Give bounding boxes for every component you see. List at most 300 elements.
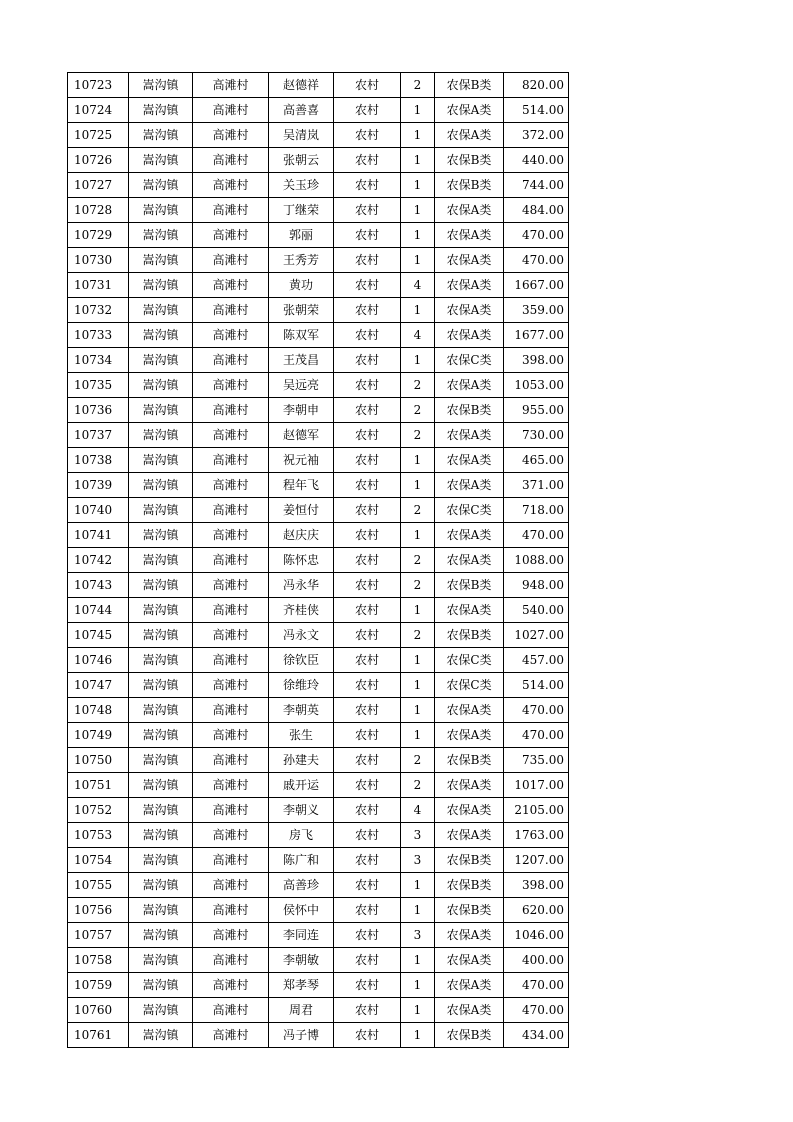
count-cell: 4	[401, 323, 435, 348]
seq-cell: 10744	[68, 598, 129, 623]
area-cell: 农村	[334, 923, 401, 948]
table-row	[68, 923, 569, 948]
town-cell: 嵩沟镇	[129, 123, 193, 148]
category-cell: 农保A类	[435, 323, 504, 348]
town-cell: 嵩沟镇	[129, 848, 193, 873]
seq-cell: 10729	[68, 223, 129, 248]
village-cell: 高滩村	[193, 98, 269, 123]
count-cell: 1	[401, 198, 435, 223]
village-cell: 高滩村	[193, 823, 269, 848]
amount-cell: 398.00	[504, 873, 569, 898]
village-cell: 高滩村	[193, 173, 269, 198]
table-row	[68, 948, 569, 973]
seq-cell: 10756	[68, 898, 129, 923]
table-row	[68, 723, 569, 748]
seq-cell: 10727	[68, 173, 129, 198]
seq-cell: 10750	[68, 748, 129, 773]
area-cell: 农村	[334, 498, 401, 523]
amount-cell: 470.00	[504, 698, 569, 723]
category-cell: 农保A类	[435, 973, 504, 998]
name-cell: 祝元袖	[269, 448, 334, 473]
name-cell: 徐钦臣	[269, 648, 334, 673]
name-cell: 戚开运	[269, 773, 334, 798]
village-cell: 高滩村	[193, 248, 269, 273]
table-row	[68, 148, 569, 173]
amount-cell: 1017.00	[504, 773, 569, 798]
table-row	[68, 873, 569, 898]
amount-cell: 744.00	[504, 173, 569, 198]
area-cell: 农村	[334, 748, 401, 773]
village-cell: 高滩村	[193, 848, 269, 873]
town-cell: 嵩沟镇	[129, 1023, 193, 1048]
name-cell: 关玉珍	[269, 173, 334, 198]
category-cell: 农保A类	[435, 548, 504, 573]
table-row	[68, 273, 569, 298]
amount-cell: 1763.00	[504, 823, 569, 848]
category-cell: 农保B类	[435, 1023, 504, 1048]
area-cell: 农村	[334, 98, 401, 123]
village-cell: 高滩村	[193, 423, 269, 448]
seq-cell: 10754	[68, 848, 129, 873]
table-row	[68, 223, 569, 248]
village-cell: 高滩村	[193, 873, 269, 898]
name-cell: 吴清岚	[269, 123, 334, 148]
name-cell: 李同连	[269, 923, 334, 948]
area-cell: 农村	[334, 548, 401, 573]
category-cell: 农保A类	[435, 773, 504, 798]
amount-cell: 955.00	[504, 398, 569, 423]
name-cell: 赵庆庆	[269, 523, 334, 548]
category-cell: 农保A类	[435, 423, 504, 448]
seq-cell: 10757	[68, 923, 129, 948]
category-cell: 农保A类	[435, 248, 504, 273]
amount-cell: 434.00	[504, 1023, 569, 1048]
amount-cell: 470.00	[504, 998, 569, 1023]
name-cell: 李朝申	[269, 398, 334, 423]
name-cell: 王秀芳	[269, 248, 334, 273]
area-cell: 农村	[334, 398, 401, 423]
village-cell: 高滩村	[193, 123, 269, 148]
village-cell: 高滩村	[193, 473, 269, 498]
town-cell: 嵩沟镇	[129, 423, 193, 448]
count-cell: 1	[401, 998, 435, 1023]
amount-cell: 359.00	[504, 298, 569, 323]
seq-cell: 10728	[68, 198, 129, 223]
name-cell: 高善珍	[269, 873, 334, 898]
town-cell: 嵩沟镇	[129, 748, 193, 773]
village-cell: 高滩村	[193, 598, 269, 623]
category-cell: 农保C类	[435, 348, 504, 373]
category-cell: 农保A类	[435, 373, 504, 398]
category-cell: 农保B类	[435, 173, 504, 198]
area-cell: 农村	[334, 848, 401, 873]
table-row	[68, 423, 569, 448]
category-cell: 农保A类	[435, 98, 504, 123]
seq-cell: 10753	[68, 823, 129, 848]
amount-cell: 372.00	[504, 123, 569, 148]
amount-cell: 540.00	[504, 598, 569, 623]
category-cell: 农保A类	[435, 473, 504, 498]
count-cell: 1	[401, 523, 435, 548]
count-cell: 1	[401, 1023, 435, 1048]
area-cell: 农村	[334, 423, 401, 448]
table-row	[68, 123, 569, 148]
area-cell: 农村	[334, 223, 401, 248]
table-row	[68, 648, 569, 673]
table-row	[68, 823, 569, 848]
table-row	[68, 973, 569, 998]
village-cell: 高滩村	[193, 323, 269, 348]
count-cell: 3	[401, 923, 435, 948]
village-cell: 高滩村	[193, 298, 269, 323]
seq-cell: 10740	[68, 498, 129, 523]
amount-cell: 2105.00	[504, 798, 569, 823]
table-row	[68, 98, 569, 123]
count-cell: 1	[401, 873, 435, 898]
table-row	[68, 323, 569, 348]
name-cell: 陈双军	[269, 323, 334, 348]
area-cell: 农村	[334, 998, 401, 1023]
name-cell: 徐维玲	[269, 673, 334, 698]
seq-cell: 10742	[68, 548, 129, 573]
category-cell: 农保C类	[435, 648, 504, 673]
town-cell: 嵩沟镇	[129, 198, 193, 223]
area-cell: 农村	[334, 798, 401, 823]
name-cell: 李朝英	[269, 698, 334, 723]
area-cell: 农村	[334, 673, 401, 698]
amount-cell: 1053.00	[504, 373, 569, 398]
table-row	[68, 348, 569, 373]
town-cell: 嵩沟镇	[129, 598, 193, 623]
town-cell: 嵩沟镇	[129, 323, 193, 348]
name-cell: 冯子博	[269, 1023, 334, 1048]
seq-cell: 10725	[68, 123, 129, 148]
seq-cell: 10726	[68, 148, 129, 173]
area-cell: 农村	[334, 273, 401, 298]
village-cell: 高滩村	[193, 898, 269, 923]
table-row	[68, 298, 569, 323]
name-cell: 张生	[269, 723, 334, 748]
count-cell: 1	[401, 973, 435, 998]
category-cell: 农保C类	[435, 673, 504, 698]
village-cell: 高滩村	[193, 1023, 269, 1048]
village-cell: 高滩村	[193, 748, 269, 773]
village-cell: 高滩村	[193, 448, 269, 473]
table-row	[68, 673, 569, 698]
name-cell: 孙建夫	[269, 748, 334, 773]
town-cell: 嵩沟镇	[129, 948, 193, 973]
seq-cell: 10733	[68, 323, 129, 348]
area-cell: 农村	[334, 298, 401, 323]
count-cell: 1	[401, 298, 435, 323]
amount-cell: 470.00	[504, 523, 569, 548]
town-cell: 嵩沟镇	[129, 923, 193, 948]
seq-cell: 10736	[68, 398, 129, 423]
amount-cell: 470.00	[504, 248, 569, 273]
amount-cell: 820.00	[504, 73, 569, 98]
village-cell: 高滩村	[193, 548, 269, 573]
town-cell: 嵩沟镇	[129, 248, 193, 273]
amount-cell: 730.00	[504, 423, 569, 448]
area-cell: 农村	[334, 573, 401, 598]
village-cell: 高滩村	[193, 198, 269, 223]
category-cell: 农保A类	[435, 223, 504, 248]
count-cell: 1	[401, 473, 435, 498]
amount-cell: 1046.00	[504, 923, 569, 948]
table-row	[68, 448, 569, 473]
area-cell: 农村	[334, 873, 401, 898]
village-cell: 高滩村	[193, 948, 269, 973]
count-cell: 2	[401, 398, 435, 423]
name-cell: 齐桂侠	[269, 598, 334, 623]
village-cell: 高滩村	[193, 998, 269, 1023]
category-cell: 农保B类	[435, 748, 504, 773]
count-cell: 3	[401, 823, 435, 848]
town-cell: 嵩沟镇	[129, 773, 193, 798]
name-cell: 郑孝琴	[269, 973, 334, 998]
count-cell: 1	[401, 698, 435, 723]
table-row	[68, 1023, 569, 1048]
town-cell: 嵩沟镇	[129, 873, 193, 898]
town-cell: 嵩沟镇	[129, 898, 193, 923]
category-cell: 农保A类	[435, 923, 504, 948]
name-cell: 高善喜	[269, 98, 334, 123]
count-cell: 2	[401, 423, 435, 448]
area-cell: 农村	[334, 698, 401, 723]
count-cell: 2	[401, 773, 435, 798]
category-cell: 农保A类	[435, 798, 504, 823]
village-cell: 高滩村	[193, 773, 269, 798]
count-cell: 2	[401, 373, 435, 398]
seq-cell: 10724	[68, 98, 129, 123]
category-cell: 农保A类	[435, 298, 504, 323]
seq-cell: 10738	[68, 448, 129, 473]
village-cell: 高滩村	[193, 973, 269, 998]
amount-cell: 1027.00	[504, 623, 569, 648]
name-cell: 李朝义	[269, 798, 334, 823]
village-cell: 高滩村	[193, 273, 269, 298]
seq-cell: 10749	[68, 723, 129, 748]
area-cell: 农村	[334, 823, 401, 848]
table-row	[68, 573, 569, 598]
amount-cell: 514.00	[504, 673, 569, 698]
count-cell: 1	[401, 173, 435, 198]
table-row	[68, 498, 569, 523]
town-cell: 嵩沟镇	[129, 823, 193, 848]
town-cell: 嵩沟镇	[129, 148, 193, 173]
category-cell: 农保B类	[435, 398, 504, 423]
count-cell: 1	[401, 348, 435, 373]
town-cell: 嵩沟镇	[129, 173, 193, 198]
village-cell: 高滩村	[193, 698, 269, 723]
seq-cell: 10751	[68, 773, 129, 798]
village-cell: 高滩村	[193, 73, 269, 98]
area-cell: 农村	[334, 173, 401, 198]
seq-cell: 10745	[68, 623, 129, 648]
category-cell: 农保A类	[435, 123, 504, 148]
amount-cell: 470.00	[504, 973, 569, 998]
count-cell: 1	[401, 98, 435, 123]
village-cell: 高滩村	[193, 923, 269, 948]
name-cell: 李朝敏	[269, 948, 334, 973]
roster-table	[67, 72, 569, 1048]
area-cell: 农村	[334, 648, 401, 673]
town-cell: 嵩沟镇	[129, 698, 193, 723]
area-cell: 农村	[334, 523, 401, 548]
category-cell: 农保A类	[435, 273, 504, 298]
seq-cell: 10734	[68, 348, 129, 373]
town-cell: 嵩沟镇	[129, 373, 193, 398]
category-cell: 农保A类	[435, 598, 504, 623]
seq-cell: 10752	[68, 798, 129, 823]
area-cell: 农村	[334, 323, 401, 348]
amount-cell: 1088.00	[504, 548, 569, 573]
amount-cell: 1677.00	[504, 323, 569, 348]
table-row	[68, 198, 569, 223]
village-cell: 高滩村	[193, 798, 269, 823]
table-row	[68, 548, 569, 573]
village-cell: 高滩村	[193, 373, 269, 398]
count-cell: 4	[401, 273, 435, 298]
town-cell: 嵩沟镇	[129, 523, 193, 548]
seq-cell: 10748	[68, 698, 129, 723]
village-cell: 高滩村	[193, 648, 269, 673]
seq-cell: 10739	[68, 473, 129, 498]
count-cell: 3	[401, 848, 435, 873]
village-cell: 高滩村	[193, 498, 269, 523]
count-cell: 1	[401, 148, 435, 173]
category-cell: 农保A类	[435, 198, 504, 223]
town-cell: 嵩沟镇	[129, 723, 193, 748]
amount-cell: 398.00	[504, 348, 569, 373]
town-cell: 嵩沟镇	[129, 573, 193, 598]
name-cell: 丁继荣	[269, 198, 334, 223]
village-cell: 高滩村	[193, 148, 269, 173]
table-row	[68, 898, 569, 923]
seq-cell: 10758	[68, 948, 129, 973]
amount-cell: 735.00	[504, 748, 569, 773]
town-cell: 嵩沟镇	[129, 73, 193, 98]
table-row	[68, 473, 569, 498]
name-cell: 黄功	[269, 273, 334, 298]
amount-cell: 514.00	[504, 98, 569, 123]
village-cell: 高滩村	[193, 348, 269, 373]
amount-cell: 470.00	[504, 223, 569, 248]
seq-cell: 10746	[68, 648, 129, 673]
table-row	[68, 773, 569, 798]
table-row	[68, 73, 569, 98]
count-cell: 1	[401, 948, 435, 973]
count-cell: 2	[401, 498, 435, 523]
name-cell: 姜恒付	[269, 498, 334, 523]
amount-cell: 1207.00	[504, 848, 569, 873]
area-cell: 农村	[334, 898, 401, 923]
count-cell: 2	[401, 548, 435, 573]
count-cell: 1	[401, 648, 435, 673]
table-row	[68, 523, 569, 548]
village-cell: 高滩村	[193, 523, 269, 548]
area-cell: 农村	[334, 248, 401, 273]
name-cell: 冯永文	[269, 623, 334, 648]
name-cell: 陈怀忠	[269, 548, 334, 573]
amount-cell: 484.00	[504, 198, 569, 223]
table-row	[68, 748, 569, 773]
roster-body	[68, 73, 569, 1048]
village-cell: 高滩村	[193, 673, 269, 698]
name-cell: 侯怀中	[269, 898, 334, 923]
table-row	[68, 998, 569, 1023]
table-row	[68, 798, 569, 823]
town-cell: 嵩沟镇	[129, 448, 193, 473]
village-cell: 高滩村	[193, 398, 269, 423]
category-cell: 农保B类	[435, 573, 504, 598]
town-cell: 嵩沟镇	[129, 548, 193, 573]
name-cell: 王茂昌	[269, 348, 334, 373]
count-cell: 1	[401, 123, 435, 148]
seq-cell: 10755	[68, 873, 129, 898]
town-cell: 嵩沟镇	[129, 623, 193, 648]
area-cell: 农村	[334, 123, 401, 148]
category-cell: 农保A类	[435, 998, 504, 1023]
town-cell: 嵩沟镇	[129, 648, 193, 673]
table-row	[68, 698, 569, 723]
seq-cell: 10730	[68, 248, 129, 273]
town-cell: 嵩沟镇	[129, 498, 193, 523]
count-cell: 2	[401, 623, 435, 648]
town-cell: 嵩沟镇	[129, 798, 193, 823]
amount-cell: 457.00	[504, 648, 569, 673]
amount-cell: 470.00	[504, 723, 569, 748]
seq-cell: 10732	[68, 298, 129, 323]
amount-cell: 440.00	[504, 148, 569, 173]
category-cell: 农保B类	[435, 873, 504, 898]
name-cell: 程年飞	[269, 473, 334, 498]
name-cell: 吴远亮	[269, 373, 334, 398]
table-row	[68, 848, 569, 873]
seq-cell: 10747	[68, 673, 129, 698]
table-row	[68, 598, 569, 623]
village-cell: 高滩村	[193, 723, 269, 748]
town-cell: 嵩沟镇	[129, 998, 193, 1023]
seq-cell: 10737	[68, 423, 129, 448]
count-cell: 2	[401, 748, 435, 773]
town-cell: 嵩沟镇	[129, 223, 193, 248]
amount-cell: 718.00	[504, 498, 569, 523]
category-cell: 农保A类	[435, 448, 504, 473]
name-cell: 郭丽	[269, 223, 334, 248]
town-cell: 嵩沟镇	[129, 673, 193, 698]
category-cell: 农保A类	[435, 948, 504, 973]
area-cell: 农村	[334, 373, 401, 398]
seq-cell: 10723	[68, 73, 129, 98]
amount-cell: 371.00	[504, 473, 569, 498]
count-cell: 1	[401, 673, 435, 698]
area-cell: 农村	[334, 473, 401, 498]
name-cell: 冯永华	[269, 573, 334, 598]
name-cell: 张朝荣	[269, 298, 334, 323]
category-cell: 农保A类	[435, 523, 504, 548]
name-cell: 赵德祥	[269, 73, 334, 98]
category-cell: 农保A类	[435, 698, 504, 723]
count-cell: 1	[401, 723, 435, 748]
seq-cell: 10735	[68, 373, 129, 398]
area-cell: 农村	[334, 198, 401, 223]
amount-cell: 620.00	[504, 898, 569, 923]
area-cell: 农村	[334, 723, 401, 748]
seq-cell: 10759	[68, 973, 129, 998]
count-cell: 1	[401, 448, 435, 473]
category-cell: 农保B类	[435, 148, 504, 173]
